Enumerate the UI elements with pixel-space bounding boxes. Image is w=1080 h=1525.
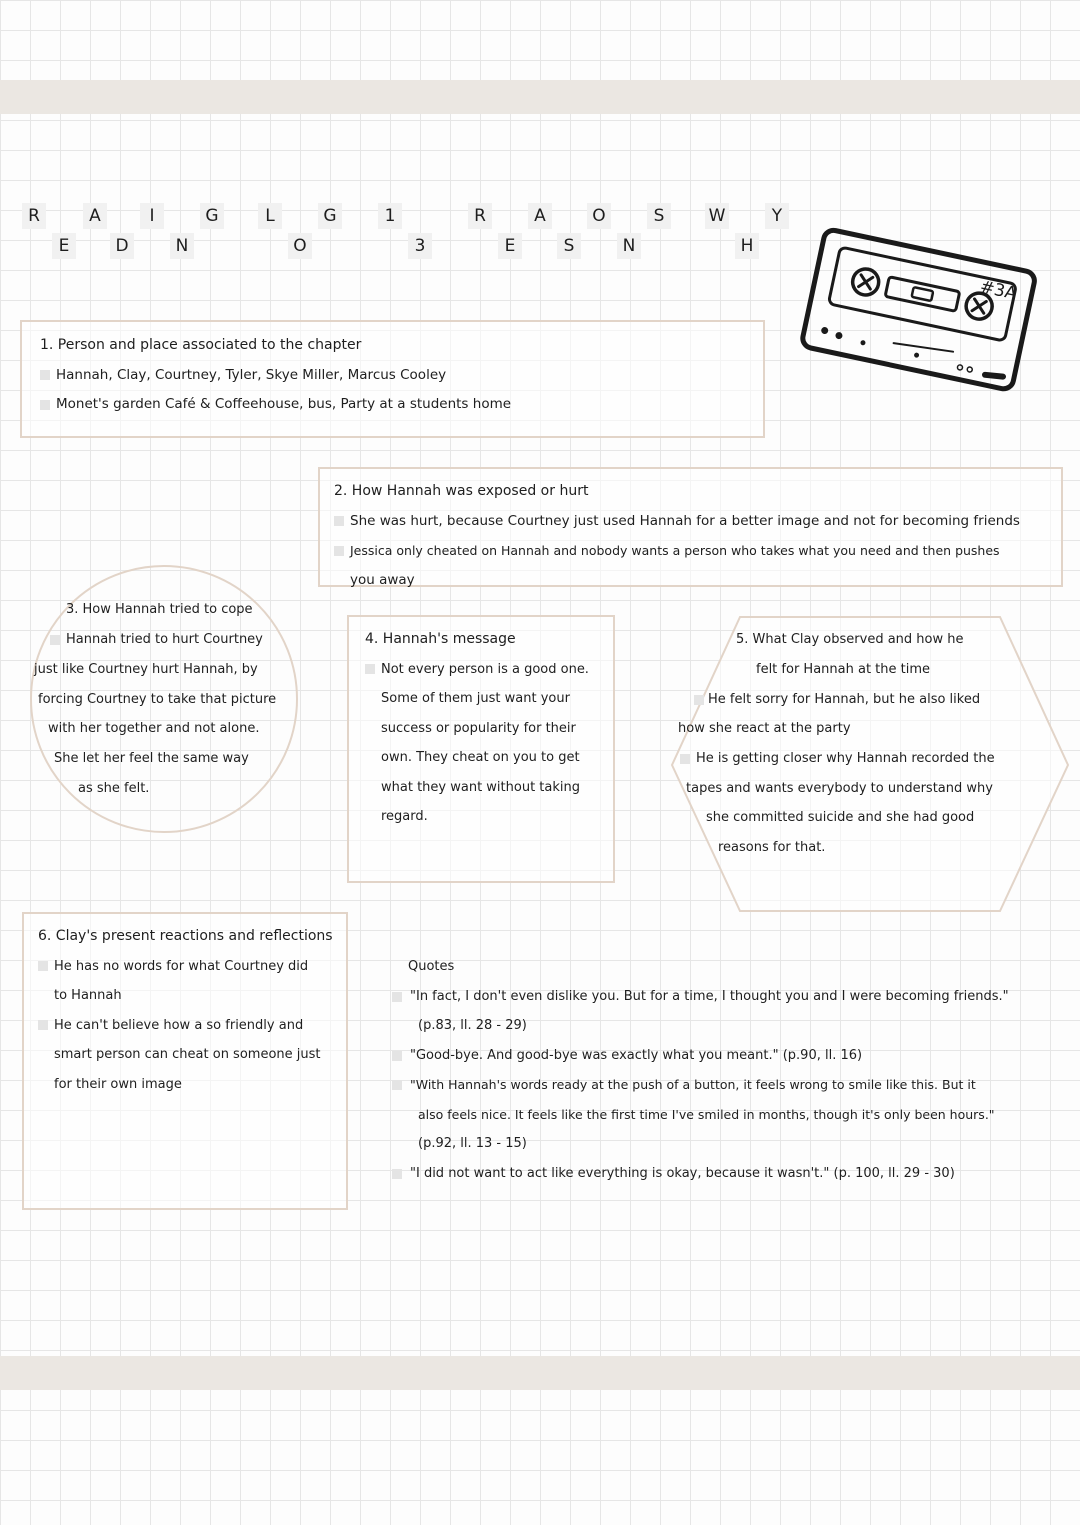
section-1-box: [20, 320, 765, 438]
section-5-line-row: [680, 744, 995, 774]
quote-citation: (p.83, ll. 28 - 29): [418, 1018, 527, 1033]
section-6-line: to Hannah: [54, 988, 122, 1003]
section-3-line: as she felt.: [78, 781, 150, 796]
section-6-line: He has no words for what Courtney did: [54, 958, 309, 974]
section-3-line: She let her feel the same way: [54, 751, 249, 766]
title-letter: R: [468, 203, 492, 229]
cassette-label: #3A: [978, 277, 1019, 305]
title-letter: Y: [765, 203, 789, 229]
quote-text: "With Hannah's words ready at the push of a button, it feels wrong to smile like this. But it: [410, 1077, 976, 1092]
title-letter: I: [140, 203, 164, 229]
quote-text: also feels nice. It feels like the first time I've smiled in months, though it's only been hours.": [418, 1106, 995, 1122]
quote-citation: (p.92, ll. 13 - 15): [418, 1136, 527, 1151]
title-letter: H: [735, 233, 759, 259]
section-2-item: She was hurt, because Courtney just used Hannah for a better image and not for becoming friends: [350, 512, 1020, 529]
title-letter: A: [528, 203, 552, 229]
section-5-line: He is getting closer why Hannah recorded the: [696, 751, 995, 766]
section-4-line: own. They cheat on you to get: [381, 750, 580, 765]
bottom-band: [0, 1356, 1080, 1390]
title-letter: L: [258, 203, 282, 229]
quotes-heading: Quotes: [408, 959, 455, 974]
title-letter: G: [200, 203, 224, 229]
section-6-heading: 6. Clay's present reactions and reflections: [38, 928, 333, 944]
section-4-line: Not every person is a good one.: [381, 661, 589, 677]
section-1-heading: 1. Person and place associated to the chapter: [40, 337, 362, 353]
section-4-line: success or popularity for their: [381, 720, 576, 736]
section-1-item: Hannah, Clay, Courtney, Tyler, Skye Miller, Marcus Cooley: [56, 366, 447, 383]
title-letter: S: [557, 233, 581, 259]
title-letter: E: [52, 233, 76, 259]
section-3-line-row: [50, 625, 263, 655]
title-letter: R: [22, 203, 46, 229]
title-letter: W: [705, 203, 729, 229]
section-2-heading: 2. How Hannah was exposed or hurt: [334, 483, 589, 499]
section-3-line: with her together and not alone.: [48, 721, 260, 736]
quote-text: "In fact, I don't even dislike you. But for a time, I thought you and I were becoming friends.": [410, 988, 1009, 1004]
cassette-tape-icon: [800, 210, 1040, 420]
section-2-box: [318, 467, 1063, 587]
section-5-line: how she react at the party: [678, 721, 851, 736]
section-3-line: forcing Courtney to take that picture: [38, 692, 277, 707]
section-2-continuation: you away: [350, 571, 415, 588]
section-5-heading: felt for Hannah at the time: [756, 662, 931, 677]
section-4-line: Some of them just want your: [381, 691, 570, 706]
title-letter: D: [110, 233, 134, 259]
section-6-box: [22, 912, 348, 1210]
section-4-heading: 4. Hannah's message: [365, 631, 516, 647]
section-5-line: He felt sorry for Hannah, but he also liked: [708, 692, 981, 707]
title-letter: 1: [378, 203, 402, 229]
section-3-heading: 3. How Hannah tried to cope: [66, 602, 253, 617]
section-6-line: for their own image: [54, 1076, 182, 1092]
section-4-line: regard.: [381, 809, 428, 824]
title-letter: A: [83, 203, 107, 229]
section-4-line: what they want without taking: [381, 779, 580, 795]
top-band: [0, 80, 1080, 114]
quote-text: "Good-bye. And good-bye was exactly what you meant." (p.90, ll. 16): [410, 1047, 863, 1063]
section-5-line-row: [694, 685, 980, 715]
title-letter: N: [170, 233, 194, 259]
title-letter: E: [498, 233, 522, 259]
title-letter: O: [288, 233, 312, 259]
section-6-line: He can't believe how a so friendly and: [54, 1017, 304, 1033]
section-5-heading: 5. What Clay observed and how he: [736, 632, 964, 647]
title-letter: 3: [408, 233, 432, 259]
section-4-box: [347, 615, 615, 883]
section-3-line: Hannah tried to hurt Courtney: [66, 632, 263, 647]
section-1-item: Monet's garden Café & Coffeehouse, bus, Party at a students home: [56, 396, 512, 412]
quotes-section: [392, 952, 1009, 1188]
title-letter: G: [318, 203, 342, 229]
title-letter: O: [587, 203, 611, 229]
section-6-line: smart person can cheat on someone just: [54, 1047, 321, 1062]
title-letter: N: [617, 233, 641, 259]
section-5-line: she committed suicide and she had good: [706, 810, 975, 825]
title-letter: S: [647, 203, 671, 229]
section-5-line: tapes and wants everybody to understand why: [686, 781, 993, 796]
section-2-item: Jessica only cheated on Hannah and nobody wants a person who takes what you need and then pushes: [350, 543, 1000, 558]
quote-text: "I did not want to act like everything is okay, because it wasn't." (p. 100, ll. 29 - 30): [410, 1165, 955, 1181]
section-5-line: reasons for that.: [718, 840, 826, 855]
section-3-line: just like Courtney hurt Hannah, by: [34, 662, 258, 677]
